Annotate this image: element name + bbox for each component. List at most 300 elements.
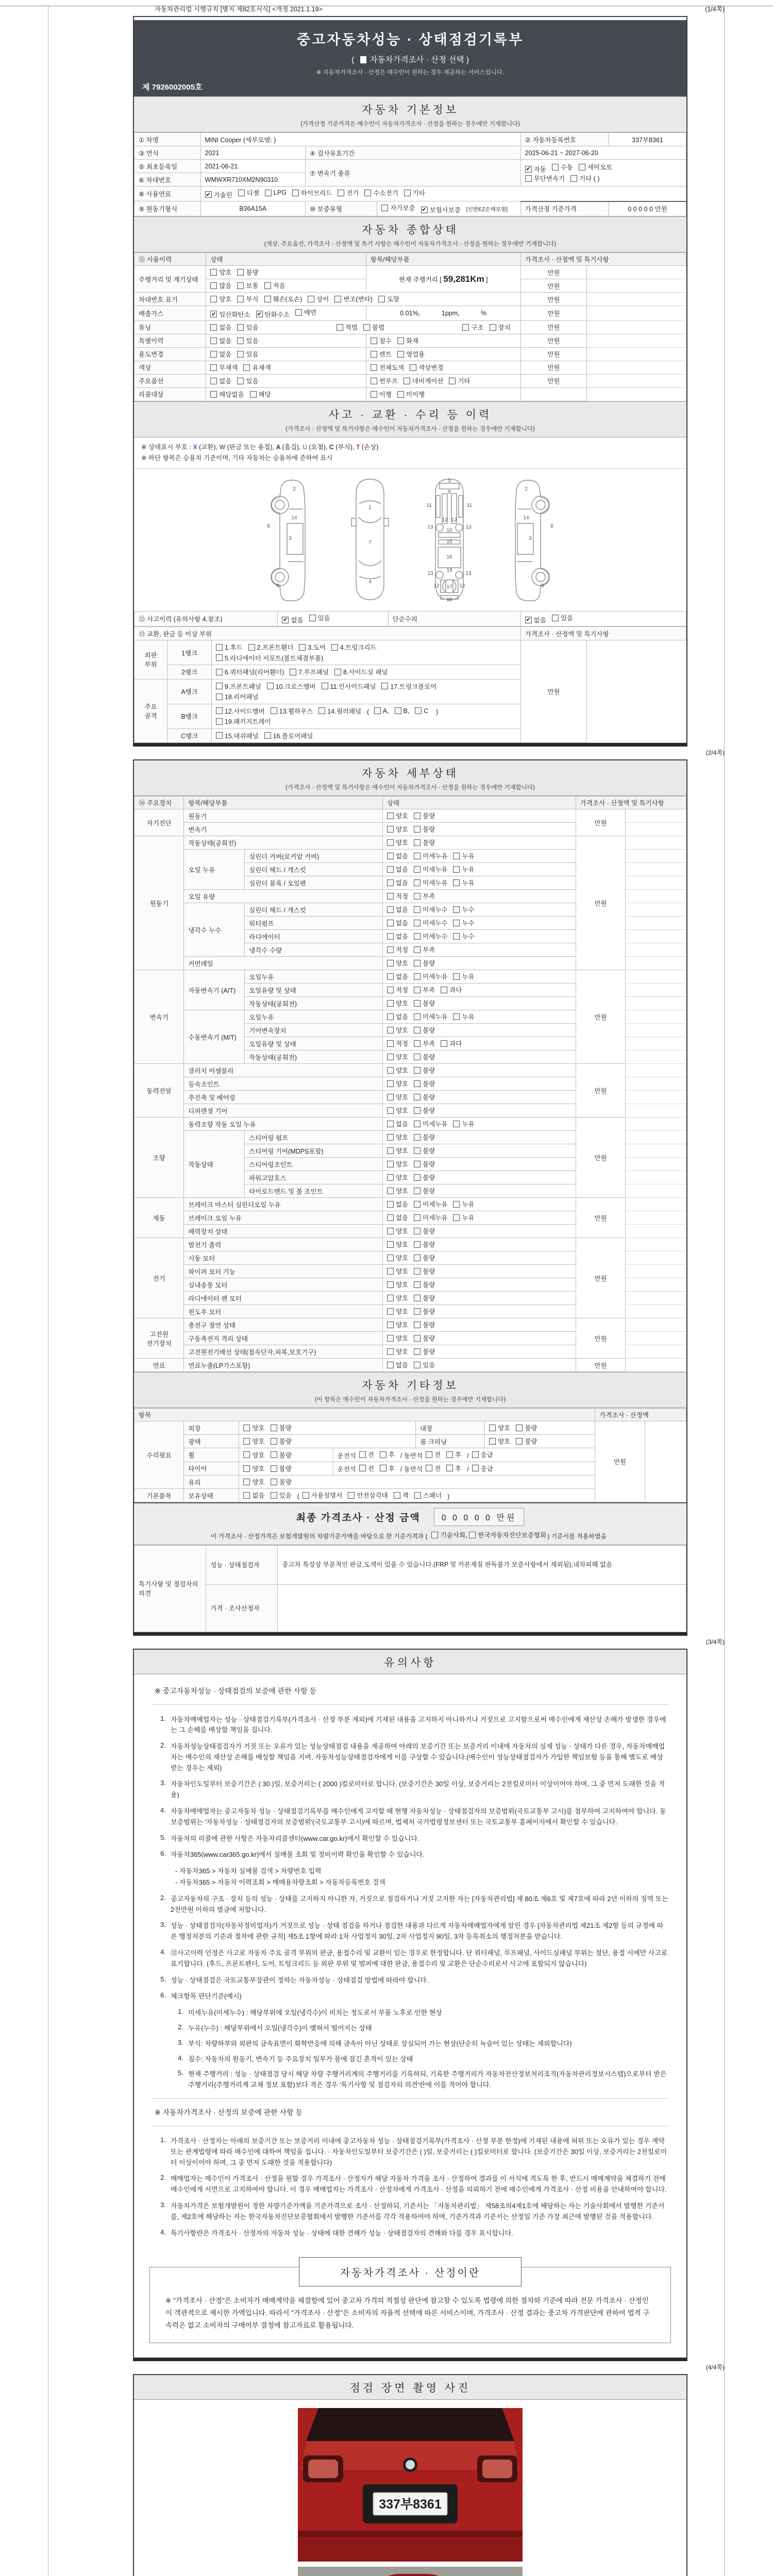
checkbox-양호[interactable] — [387, 1065, 408, 1075]
checkbox-box[interactable] — [490, 324, 496, 331]
checkbox-미세누유[interactable] — [414, 1012, 447, 1021]
checkbox-도말[interactable] — [378, 294, 399, 303]
checkbox-box[interactable]: ✔ — [421, 207, 428, 213]
checkbox-LPG[interactable] — [265, 189, 287, 196]
checkbox-양호[interactable] — [387, 1159, 408, 1168]
checkbox-box[interactable] — [414, 866, 421, 873]
checkbox-box[interactable] — [216, 683, 223, 689]
checkbox-렌트[interactable] — [371, 349, 392, 359]
checkbox-box[interactable] — [387, 879, 394, 886]
checkbox-box[interactable] — [387, 987, 394, 993]
checkbox-적정[interactable] — [387, 945, 408, 954]
checkbox-box[interactable] — [414, 1241, 421, 1248]
checkbox-양호[interactable] — [387, 1253, 408, 1262]
checkbox-box[interactable] — [441, 1040, 447, 1047]
checkbox-유채색[interactable] — [243, 363, 271, 372]
checkbox-1.후드[interactable] — [216, 642, 243, 652]
checkbox-불량[interactable] — [414, 1226, 435, 1235]
checkbox-box[interactable] — [414, 1000, 421, 1007]
checkbox-미세누수[interactable] — [414, 905, 447, 914]
checkbox-box[interactable] — [210, 378, 217, 384]
checkbox-box[interactable] — [387, 973, 394, 980]
checkbox-불량[interactable] — [414, 1347, 435, 1356]
checkbox-box[interactable] — [210, 391, 217, 398]
checkbox-box[interactable] — [387, 1121, 394, 1127]
checkbox-양호[interactable] — [387, 958, 408, 968]
checkbox-4.트렁크리드[interactable] — [331, 642, 377, 652]
checkbox-box[interactable] — [472, 1451, 479, 1458]
checkbox-없음[interactable] — [387, 1012, 408, 1021]
checkbox-양호[interactable] — [387, 1226, 408, 1235]
checkbox-box[interactable] — [453, 973, 460, 980]
checkbox-없음[interactable] — [387, 878, 408, 887]
checkbox-양호[interactable] — [387, 1146, 408, 1155]
checkbox-불량[interactable] — [414, 1159, 435, 1168]
checkbox-box[interactable] — [387, 1134, 394, 1141]
checkbox-box[interactable] — [570, 175, 577, 182]
checkbox-응급[interactable] — [472, 1450, 493, 1459]
checkbox-box[interactable] — [387, 812, 394, 819]
checkbox-19.패키지트레이[interactable] — [216, 717, 271, 726]
checkbox-box[interactable] — [414, 812, 421, 819]
checkbox-없음[interactable] — [387, 1199, 408, 1209]
checkbox-불량[interactable] — [414, 998, 435, 1008]
checkbox-B,[interactable] — [395, 707, 410, 715]
checkbox-없음[interactable] — [387, 918, 408, 927]
checkbox-누유[interactable] — [453, 865, 474, 874]
checkbox-box[interactable] — [387, 1040, 394, 1047]
checkbox-7.루프패널[interactable] — [290, 667, 329, 676]
checkbox-box[interactable] — [387, 826, 394, 833]
checkbox-일산화탄소[interactable] — [210, 310, 250, 319]
checkbox-불량[interactable] — [271, 1450, 292, 1460]
checkbox-누수[interactable] — [453, 905, 474, 914]
checkbox-불량[interactable] — [414, 1065, 435, 1075]
checkbox-box[interactable] — [243, 1451, 250, 1458]
checkbox-box[interactable] — [469, 1532, 476, 1538]
checkbox-box[interactable] — [489, 1438, 496, 1445]
checkbox-box[interactable] — [237, 378, 244, 384]
checkbox-전[interactable] — [359, 1450, 374, 1459]
checkbox-적법[interactable] — [337, 323, 358, 332]
checkbox-후[interactable] — [380, 1464, 395, 1473]
checkbox-box[interactable]: ✔ — [210, 311, 217, 317]
checkbox-box[interactable] — [414, 1161, 421, 1167]
checkbox-box[interactable] — [414, 1054, 421, 1060]
checkbox-있음[interactable] — [237, 376, 258, 385]
checkbox-box[interactable] — [237, 351, 244, 358]
checkbox-box[interactable] — [387, 1188, 394, 1194]
checkbox-불량[interactable] — [271, 1436, 292, 1446]
checkbox-누유[interactable] — [453, 878, 474, 887]
checkbox-13.휠하우스[interactable] — [271, 706, 313, 716]
checkbox-box[interactable] — [387, 1107, 394, 1114]
checkbox-box[interactable] — [387, 1000, 394, 1007]
checkbox-box[interactable] — [387, 1321, 394, 1328]
checkbox-자가보증[interactable] — [381, 203, 415, 212]
checkbox-양호[interactable] — [387, 1347, 408, 1356]
checkbox-box[interactable] — [265, 190, 272, 196]
checkbox-box[interactable] — [216, 669, 223, 675]
checkbox-box[interactable] — [243, 1479, 250, 1485]
checkbox-부식[interactable] — [237, 294, 258, 303]
checkbox-없음[interactable] — [387, 972, 408, 981]
checkbox-3.도어[interactable] — [299, 642, 326, 652]
checkbox-무단변속기[interactable] — [525, 174, 565, 183]
checkbox-box[interactable] — [303, 1492, 309, 1499]
checkbox-탄화수소[interactable] — [256, 310, 290, 319]
checkbox-양호[interactable] — [210, 294, 231, 303]
checkbox-box[interactable] — [462, 324, 469, 331]
checkbox-누수[interactable] — [453, 931, 474, 941]
checkbox-많음[interactable] — [210, 281, 231, 290]
checkbox-box[interactable] — [489, 1425, 496, 1431]
checkbox-양호[interactable] — [387, 1025, 408, 1035]
checkbox-있음[interactable] — [414, 1360, 435, 1369]
checkbox-없음[interactable] — [210, 336, 231, 345]
checkbox-침수[interactable] — [371, 336, 392, 345]
checkbox-box[interactable] — [387, 853, 394, 859]
checkbox-box[interactable]: ✔ — [525, 166, 532, 173]
checkbox-불량[interactable] — [414, 1146, 435, 1155]
checkbox-양호[interactable] — [387, 1186, 408, 1195]
checkbox-양호[interactable] — [210, 267, 231, 277]
checkbox-box[interactable] — [414, 987, 421, 993]
checkbox-box[interactable] — [308, 296, 314, 302]
checkbox-보험사보증[interactable] — [421, 205, 461, 214]
checkbox-색상변경[interactable] — [410, 363, 443, 372]
checkbox-불량[interactable] — [414, 1025, 435, 1035]
checkbox-box[interactable] — [414, 826, 421, 833]
checkbox-box[interactable] — [414, 839, 421, 846]
checkbox-불량[interactable] — [414, 1052, 435, 1061]
checkbox-box[interactable] — [243, 1465, 250, 1472]
checkbox-box[interactable] — [446, 1451, 453, 1458]
checkbox-불량[interactable] — [414, 1106, 435, 1115]
checkbox-box[interactable] — [387, 1268, 394, 1275]
checkbox-box[interactable] — [414, 1134, 421, 1141]
checkbox-box[interactable] — [414, 879, 421, 886]
checkbox-box[interactable] — [387, 960, 394, 967]
checkbox-box[interactable] — [299, 644, 306, 651]
checkbox-box[interactable] — [371, 337, 377, 344]
checkbox-box[interactable] — [371, 351, 377, 358]
checkbox-양호[interactable] — [489, 1423, 510, 1432]
checkbox-box[interactable] — [410, 364, 416, 371]
checkbox-불량[interactable] — [516, 1423, 537, 1432]
checkbox-누유[interactable] — [453, 1012, 474, 1021]
checkbox-box[interactable] — [238, 190, 245, 196]
checkbox-누유[interactable] — [453, 1199, 474, 1209]
checkbox-양호[interactable] — [387, 1173, 408, 1182]
checkbox-box[interactable] — [414, 973, 421, 980]
checkbox-box[interactable] — [453, 920, 460, 926]
checkbox-box[interactable] — [397, 391, 404, 398]
checkbox-없음[interactable] — [243, 1490, 264, 1500]
checkbox-불량[interactable] — [516, 1436, 537, 1446]
checkbox-box[interactable] — [271, 1465, 277, 1472]
checkbox-box[interactable] — [397, 351, 404, 358]
checkbox-box[interactable] — [378, 296, 385, 302]
checkbox-미세누유[interactable] — [414, 865, 447, 874]
checkbox-화재[interactable] — [397, 336, 418, 345]
checkbox-전[interactable] — [426, 1450, 441, 1459]
checkbox-box[interactable] — [453, 879, 460, 886]
checkbox-있음[interactable] — [237, 336, 258, 345]
checkbox-box[interactable] — [414, 1094, 421, 1100]
checkbox-box[interactable] — [271, 1438, 277, 1445]
checkbox-box[interactable] — [414, 1308, 421, 1315]
checkbox-미세누수[interactable] — [414, 918, 447, 927]
checkbox-box[interactable] — [210, 324, 217, 331]
checkbox-없음[interactable] — [387, 865, 408, 874]
checkbox-없음[interactable] — [525, 615, 546, 624]
checkbox-양호[interactable] — [387, 1307, 408, 1316]
checkbox-양호[interactable] — [387, 838, 408, 847]
checkbox-box[interactable] — [415, 707, 422, 714]
checkbox-응급[interactable] — [472, 1464, 493, 1473]
checkbox-box[interactable] — [264, 296, 271, 302]
checkbox-box[interactable] — [216, 693, 223, 700]
checkbox-기타[interactable] — [449, 376, 470, 385]
checkbox-box[interactable] — [380, 1465, 386, 1471]
checkbox-box[interactable] — [248, 644, 255, 651]
checkbox-box[interactable] — [453, 1201, 460, 1208]
checkbox-box[interactable] — [426, 1451, 432, 1458]
checkbox-전[interactable] — [426, 1464, 441, 1473]
checkbox-box[interactable] — [387, 1080, 394, 1087]
checkbox-box[interactable] — [243, 364, 250, 371]
checkbox-box[interactable] — [449, 378, 456, 384]
checkbox-있음[interactable] — [237, 349, 258, 359]
checkbox-없음[interactable] — [387, 931, 408, 941]
checkbox-양호[interactable] — [387, 998, 408, 1008]
checkbox-상이[interactable] — [308, 294, 329, 303]
checkbox-box[interactable] — [414, 1281, 421, 1288]
checkbox-이행[interactable] — [371, 389, 392, 399]
checkbox-box[interactable] — [414, 1201, 421, 1208]
checkbox-box[interactable] — [337, 324, 343, 331]
checkbox-불량[interactable] — [414, 1320, 435, 1329]
checkbox-box[interactable] — [210, 296, 217, 302]
checkbox-box[interactable] — [271, 1451, 277, 1458]
checkbox-box[interactable] — [453, 866, 460, 873]
checkbox-미세누유[interactable] — [414, 1213, 447, 1222]
checkbox-box[interactable] — [426, 1465, 432, 1471]
checkbox-box[interactable] — [271, 1425, 277, 1431]
checkbox-box[interactable] — [334, 296, 341, 302]
checkbox-불량[interactable] — [414, 1253, 435, 1262]
checkbox-6.쿼터패널(리어휀더)[interactable] — [216, 667, 284, 676]
checkbox-box[interactable] — [414, 1174, 421, 1181]
checkbox-box[interactable] — [318, 707, 325, 714]
checkbox-box[interactable] — [359, 1465, 366, 1471]
checkbox-box[interactable] — [472, 1465, 479, 1471]
checkbox-자동[interactable] — [525, 164, 546, 174]
checkbox-box[interactable] — [371, 391, 377, 398]
checkbox-box[interactable] — [295, 309, 302, 316]
checkbox-box[interactable] — [387, 920, 394, 926]
checkbox-불량[interactable] — [414, 958, 435, 968]
checkbox-box[interactable] — [237, 324, 244, 331]
checkbox-box[interactable] — [322, 683, 328, 689]
checkbox-box[interactable] — [414, 1321, 421, 1328]
checkbox-없음[interactable] — [387, 851, 408, 860]
checkbox-미세누유[interactable] — [414, 1199, 447, 1209]
checkbox-불량[interactable] — [414, 1307, 435, 1316]
checkbox-box[interactable] — [243, 1438, 250, 1445]
checkbox-장치[interactable] — [490, 323, 511, 332]
checkbox-box[interactable] — [446, 1465, 453, 1471]
checkbox-box[interactable] — [387, 1094, 394, 1100]
checkbox-수동[interactable] — [552, 162, 573, 172]
checkbox-box[interactable]: ✔ — [256, 311, 263, 317]
checkbox-box[interactable] — [453, 1214, 460, 1221]
checkbox-box[interactable] — [552, 615, 559, 621]
checkbox-누유[interactable] — [453, 851, 474, 860]
checkbox-box[interactable] — [292, 190, 299, 196]
checkbox-불량[interactable] — [414, 1079, 435, 1088]
checkbox-box[interactable] — [404, 378, 410, 384]
checkbox-box[interactable] — [387, 866, 394, 873]
checkbox-10.크로스멤버[interactable] — [267, 682, 316, 691]
checkbox-미이행[interactable] — [397, 389, 425, 399]
checkbox-안전삼각대[interactable] — [348, 1490, 388, 1500]
checkbox-미세누유[interactable] — [414, 1119, 447, 1128]
checkbox-양호[interactable] — [243, 1423, 264, 1432]
checkbox-box[interactable] — [516, 1425, 523, 1431]
checkbox-box[interactable] — [243, 1425, 250, 1431]
checkbox-불량[interactable] — [414, 1266, 435, 1276]
checkbox-후[interactable] — [380, 1450, 395, 1459]
checkbox-box[interactable] — [387, 946, 394, 953]
checkbox-양호[interactable] — [387, 1106, 408, 1115]
checkbox-box[interactable] — [380, 1451, 386, 1458]
checkbox-C[interactable] — [415, 707, 428, 715]
checkbox-box[interactable] — [414, 933, 421, 940]
checkbox-box[interactable] — [394, 1492, 400, 1499]
checkbox-후[interactable] — [446, 1464, 461, 1473]
checkbox-없음[interactable] — [210, 376, 231, 385]
checkbox-있음[interactable] — [237, 323, 258, 332]
checkbox-box[interactable] — [387, 1362, 394, 1368]
checkbox-box[interactable] — [387, 1201, 394, 1208]
checkbox-스패너[interactable] — [414, 1490, 442, 1500]
checkbox-box[interactable]: ✔ — [525, 617, 532, 623]
checkbox-세미오토[interactable] — [579, 162, 612, 172]
checkbox-box[interactable] — [414, 906, 421, 913]
checkbox-box[interactable] — [267, 683, 274, 689]
checkbox-box[interactable] — [387, 1027, 394, 1033]
checkbox-box[interactable] — [371, 364, 377, 371]
checkbox-15.대쉬패널[interactable] — [216, 731, 259, 740]
checkbox-box[interactable] — [387, 1147, 394, 1154]
checkbox-과다[interactable] — [441, 1039, 462, 1048]
checkbox-16.플로어패널[interactable] — [264, 731, 313, 740]
checkbox-box[interactable] — [525, 175, 532, 182]
checkbox-box[interactable] — [264, 732, 271, 739]
checkbox-있음[interactable] — [309, 613, 330, 622]
checkbox-box[interactable] — [216, 644, 223, 651]
checkbox-없음[interactable] — [387, 1119, 408, 1128]
checkbox-썬루프[interactable] — [371, 376, 398, 385]
checkbox-box[interactable] — [414, 1107, 421, 1114]
checkbox-없음[interactable] — [387, 1360, 408, 1369]
checkbox-부족[interactable] — [414, 1039, 435, 1048]
checkbox-14.필러패널[interactable] — [318, 706, 361, 716]
checkbox-불량[interactable] — [414, 1092, 435, 1101]
checkbox-box[interactable] — [404, 190, 411, 196]
checkbox-디젤[interactable] — [238, 188, 259, 197]
checkbox-양호[interactable] — [387, 1079, 408, 1088]
checkbox-box[interactable] — [387, 1174, 394, 1181]
checkbox-box[interactable] — [453, 853, 460, 859]
checkbox-box[interactable] — [414, 1492, 421, 1499]
checkbox-전[interactable] — [359, 1464, 374, 1473]
checkbox-불량[interactable] — [271, 1477, 292, 1486]
checkbox-기타 ( )[interactable] — [570, 174, 599, 183]
checkbox-양호[interactable] — [387, 1240, 408, 1249]
checkbox-box[interactable] — [216, 732, 223, 739]
checkbox-box[interactable] — [414, 1295, 421, 1301]
checkbox-box[interactable] — [387, 1295, 394, 1301]
checkbox-기타[interactable] — [404, 188, 425, 197]
checkbox-box[interactable] — [309, 615, 316, 621]
checkbox-누수[interactable] — [453, 918, 474, 927]
checkbox-box[interactable] — [250, 391, 257, 398]
checkbox-양호[interactable] — [489, 1436, 510, 1446]
checkbox-누유[interactable] — [453, 1213, 474, 1222]
checkbox-box[interactable] — [414, 1147, 421, 1154]
checkbox-보통[interactable] — [237, 281, 258, 290]
checkbox-box[interactable] — [431, 1532, 438, 1538]
checkbox-있음[interactable] — [271, 1490, 292, 1500]
checkbox-전체도색[interactable] — [371, 363, 404, 372]
checkbox-수소전기[interactable] — [364, 188, 398, 197]
checkbox-불량[interactable] — [271, 1423, 292, 1432]
checkbox-box[interactable] — [387, 1161, 394, 1167]
checkbox-box[interactable] — [348, 1492, 355, 1499]
checkbox-box[interactable] — [210, 364, 217, 371]
checkbox-box[interactable] — [331, 644, 338, 651]
checkbox-box[interactable] — [334, 669, 341, 675]
checkbox-없음[interactable] — [282, 615, 303, 624]
checkbox-해당없음[interactable] — [210, 389, 244, 399]
checkbox-box[interactable] — [579, 164, 585, 171]
checkbox-box[interactable] — [387, 1054, 394, 1060]
checkbox-양호[interactable] — [387, 1320, 408, 1329]
checkbox-없음[interactable] — [387, 1213, 408, 1222]
checkbox-box[interactable] — [441, 987, 447, 993]
checkbox-box[interactable] — [414, 1255, 421, 1261]
checkbox-box[interactable] — [387, 893, 394, 900]
checkbox-양호[interactable] — [387, 1132, 408, 1142]
checkbox-전기[interactable] — [338, 188, 359, 197]
checkbox-box[interactable] — [414, 1188, 421, 1194]
checkbox-box[interactable] — [414, 1335, 421, 1342]
checkbox-box[interactable] — [387, 1335, 394, 1342]
checkbox-box[interactable] — [387, 1348, 394, 1355]
checkbox-box[interactable] — [210, 351, 217, 358]
checkbox-가솔린[interactable] — [205, 190, 232, 199]
checkbox-적정[interactable] — [387, 985, 408, 994]
checkbox-box[interactable] — [364, 190, 371, 196]
checkbox-A,[interactable] — [374, 707, 389, 715]
checkbox-box[interactable]: ✔ — [205, 191, 212, 198]
checkbox-box[interactable] — [271, 1479, 277, 1485]
checkbox-기술사회,[interactable] — [431, 1530, 467, 1539]
checkbox-해당[interactable] — [250, 389, 271, 399]
